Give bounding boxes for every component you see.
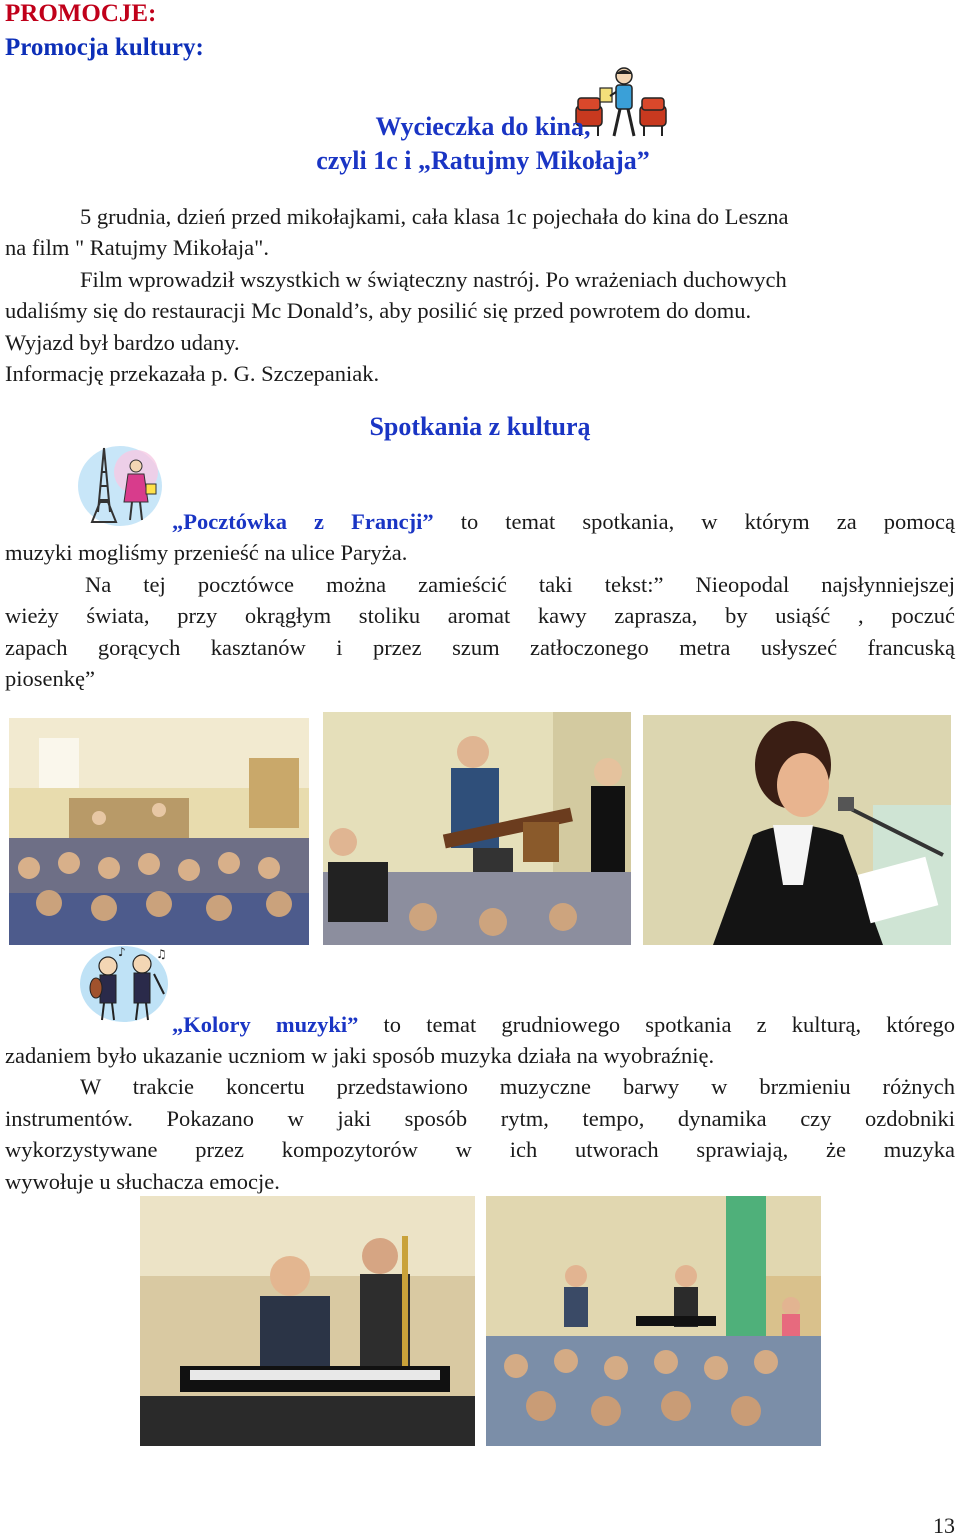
music-line1: [172, 1009, 955, 1040]
photo-keyboard-trombone: [140, 1196, 475, 1446]
postcard-line2: muzyki mogliśmy przenieść na ulice Paryża.: [5, 540, 408, 565]
quote-line4: piosenkę”: [5, 666, 95, 691]
musicians-clipart: [78, 944, 170, 1024]
svg-text:♫: ♫: [156, 947, 167, 961]
photo-singer: [643, 715, 951, 945]
music-title: „Kolory muzyki”: [172, 1012, 359, 1037]
cinema-title-line2: czyli 1c i „Ratujmy Mikołaja”: [316, 146, 650, 175]
cinema-title-line1: Wycieczka do kina,: [375, 112, 591, 141]
music-line5: wykorzystywane przez kompozytorów w ich utworach sprawiają, że muzyka: [5, 1137, 955, 1162]
photo-audience-hall: [9, 718, 309, 945]
music-line2: zadaniem było ukazanie uczniom w jaki sposób muzyka działa na wyobraźnię.: [5, 1043, 715, 1068]
paris-clipart: [76, 442, 164, 528]
cinema-text-line1: 5 grudnia, dzień przed mikołajkami, cała klasa 1c pojechała do kina do Leszna: [80, 204, 789, 229]
cinema-text-line4: udaliśmy się do restauracji Mc Donald’s, aby posilić się przed powrotem do domu.: [5, 298, 752, 323]
postcard-line1: [172, 506, 955, 537]
quote-line2: wieży świata, przy okrągłym stoliku aromat kawy zaprasza, by usiąść , poczuć: [5, 603, 955, 628]
culture-title: Spotkania z kulturą: [369, 412, 591, 441]
svg-text:♪: ♪: [118, 945, 126, 959]
postcard-title: „Pocztówka z Francji”: [172, 509, 434, 534]
music-line6: wywołuje u słuchacza emocje.: [5, 1169, 280, 1194]
postcard-line1-text: to temat spotkania, w którym za pomocą: [433, 509, 955, 534]
music-line3: W trakcie koncertu przedstawiono muzyczne barwy w brzmieniu różnych: [80, 1074, 955, 1099]
section-heading: Promocja kultury:: [5, 34, 204, 61]
promo-heading: PROMOCJE:: [5, 0, 157, 27]
cinema-text-line2: na film " Ratujmy Mikołaja".: [5, 235, 269, 260]
photo-guitarist: [323, 712, 631, 945]
page-number: 13: [933, 1513, 955, 1538]
music-line1-text: to temat grudniowego spotkania z kulturą, którego: [358, 1012, 955, 1037]
cinema-text-line6: Informację przekazała p. G. Szczepaniak.: [5, 361, 380, 386]
quote-line1: Na tej pocztówce można zamieścić taki tekst:” Nieopodal najsłynniejszej: [85, 572, 955, 597]
music-line4: instrumentów. Pokazano w jaki sposób rytm, tempo, dynamika czy ozdobniki: [5, 1106, 955, 1131]
cinema-text-line3: Film wprowadził wszystkich w świąteczny nastrój. Po wrażeniach duchowych: [80, 267, 787, 292]
cinema-text-line5: Wyjazd był bardzo udany.: [5, 330, 240, 355]
photo-concert-hall: [486, 1196, 821, 1446]
quote-line3: zapach gorących kasztanów i przez szum zatłoczonego metra usłyszeć francuską: [5, 635, 955, 660]
